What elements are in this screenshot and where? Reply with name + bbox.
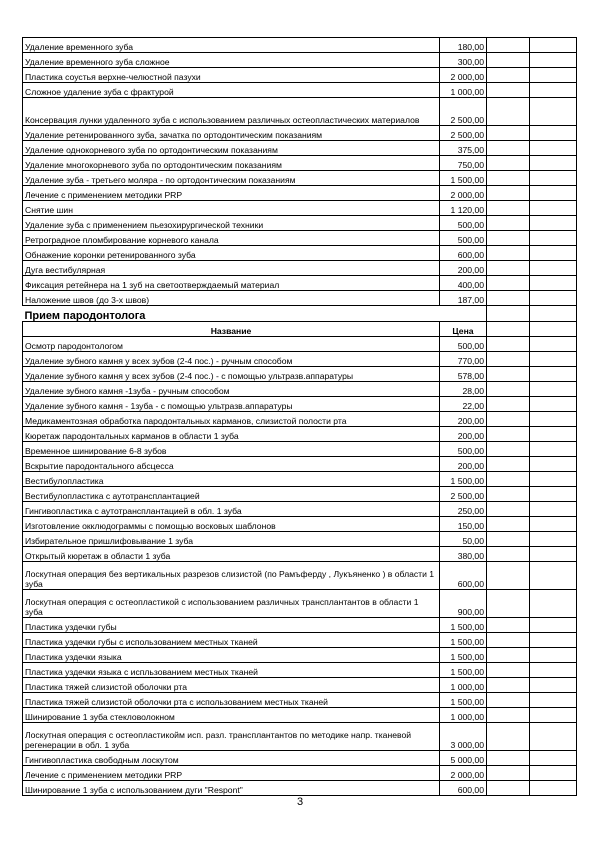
column-header-name: Название [23, 322, 440, 337]
service-price: 900,00 [440, 590, 487, 618]
empty-cell [487, 126, 530, 141]
service-name: Фиксация ретейнера на 1 зуб на светоотверждаемый материал [23, 276, 440, 291]
service-name: Вскрытие пародонтального абсцесса [23, 457, 440, 472]
empty-cell [530, 781, 577, 796]
empty-cell [530, 590, 577, 618]
table-row [23, 648, 577, 663]
empty-cell [487, 186, 530, 201]
service-price: 200,00 [440, 261, 487, 276]
table-row [23, 412, 577, 427]
table-row [23, 472, 577, 487]
empty-cell [487, 352, 530, 367]
table-row [23, 678, 577, 693]
empty-cell [487, 633, 530, 648]
empty-cell [487, 68, 530, 83]
service-price: 1 500,00 [440, 472, 487, 487]
table-row [23, 708, 577, 723]
empty-cell [487, 562, 530, 590]
table-row [23, 766, 577, 781]
table-row [23, 618, 577, 633]
service-name: Вестибулопластика [23, 472, 440, 487]
empty-cell [530, 352, 577, 367]
service-price: 187,00 [440, 291, 487, 306]
service-price: 2 500,00 [440, 98, 487, 126]
empty-cell [530, 171, 577, 186]
table-row [23, 246, 577, 261]
service-name: Шинирование 1 зуба стекловолокном [23, 708, 440, 723]
table-row [23, 141, 577, 156]
empty-cell [487, 472, 530, 487]
empty-cell [487, 517, 530, 532]
service-name: Осмотр пародонтологом [23, 337, 440, 352]
empty-cell [530, 633, 577, 648]
service-price: 2 500,00 [440, 487, 487, 502]
empty-cell [530, 156, 577, 171]
service-price: 2 500,00 [440, 126, 487, 141]
empty-cell [487, 201, 530, 216]
service-price: 180,00 [440, 38, 487, 53]
price-table [22, 37, 577, 796]
empty-cell [530, 562, 577, 590]
empty-cell [530, 53, 577, 68]
table-row [23, 487, 577, 502]
service-price: 150,00 [440, 517, 487, 532]
table-row [23, 83, 577, 98]
table-row [23, 457, 577, 472]
empty-cell [487, 141, 530, 156]
service-name: Гингивопластика с аутотрансплантацией в обл. 1 зуба [23, 502, 440, 517]
empty-cell [487, 38, 530, 53]
empty-cell [487, 412, 530, 427]
service-price: 380,00 [440, 547, 487, 562]
service-price: 2 000,00 [440, 68, 487, 83]
service-price: 3 000,00 [440, 723, 487, 751]
empty-cell [530, 141, 577, 156]
service-price: 1 120,00 [440, 201, 487, 216]
service-price: 1 500,00 [440, 633, 487, 648]
service-price: 770,00 [440, 352, 487, 367]
empty-cell [530, 397, 577, 412]
service-name: Наложение швов (до 3-х швов) [23, 291, 440, 306]
table-row [23, 186, 577, 201]
service-price: 600,00 [440, 781, 487, 796]
empty-cell [530, 83, 577, 98]
empty-cell [530, 517, 577, 532]
empty-cell [530, 648, 577, 663]
empty-cell [530, 532, 577, 547]
service-name: Удаление зубного камня -1зуба - ручным способом [23, 382, 440, 397]
service-name: Удаление зубного камня у всех зубов (2-4 пос.) - ручным способом [23, 352, 440, 367]
empty-cell [530, 723, 577, 751]
service-name: Пластика соустья верхне-челюстной пазухи [23, 68, 440, 83]
table-row [23, 663, 577, 678]
empty-cell [530, 231, 577, 246]
empty-cell [530, 502, 577, 517]
service-price: 2 000,00 [440, 766, 487, 781]
service-price: 750,00 [440, 156, 487, 171]
table-row [23, 126, 577, 141]
service-name: Избирательное пришлифовывание 1 зуба [23, 532, 440, 547]
empty-cell [487, 337, 530, 352]
table-row [23, 382, 577, 397]
empty-cell [487, 502, 530, 517]
empty-cell [487, 693, 530, 708]
empty-cell [487, 231, 530, 246]
service-price: 1 500,00 [440, 618, 487, 633]
empty-cell [487, 457, 530, 472]
service-name: Шинирование 1 зуба с использованием дуги "Respont" [23, 781, 440, 796]
empty-cell [487, 618, 530, 633]
service-name: Временное шинирование 6-8 зубов [23, 442, 440, 457]
page-number: 3 [296, 796, 304, 808]
service-price: 5 000,00 [440, 751, 487, 766]
table-row [23, 156, 577, 171]
empty-cell [530, 126, 577, 141]
empty-cell [487, 442, 530, 457]
surgery-rows [23, 38, 577, 306]
service-name: Удаление зубного камня - 1зуба - с помощью ультразв.аппаратуры [23, 397, 440, 412]
service-price: 500,00 [440, 442, 487, 457]
service-price: 50,00 [440, 532, 487, 547]
table-row [23, 352, 577, 367]
service-name: Удаление зубного камня у всех зубов (2-4 пос.) - с помощью ультразв.аппаратуры [23, 367, 440, 382]
empty-cell [487, 261, 530, 276]
service-price: 500,00 [440, 231, 487, 246]
empty-cell [530, 442, 577, 457]
service-name: Дуга вестибулярная [23, 261, 440, 276]
service-name: Удаление однокорневого зуба по ортодонтическим показаниям [23, 141, 440, 156]
service-name: Изготовление окклюдограммы с помощью восковых шаблонов [23, 517, 440, 532]
table-row [23, 517, 577, 532]
service-price: 200,00 [440, 427, 487, 442]
service-price: 22,00 [440, 397, 487, 412]
table-row [23, 261, 577, 276]
empty-cell [530, 693, 577, 708]
empty-cell [530, 427, 577, 442]
empty-cell [487, 397, 530, 412]
table-row [23, 427, 577, 442]
empty-cell [530, 678, 577, 693]
column-header-price: Цена [440, 322, 487, 337]
service-name: Удаление ретенированного зуба, зачатка по ортодонтическим показаниям [23, 126, 440, 141]
empty-cell [487, 751, 530, 766]
service-name: Пластика уздечки губы [23, 618, 440, 633]
empty-cell [487, 276, 530, 291]
service-name: Удаление многокорневого зуба по ортодонтическим показаниям [23, 156, 440, 171]
table-row [23, 502, 577, 517]
service-name: Сложное удаление зуба с фрактурой [23, 83, 440, 98]
empty-cell [487, 367, 530, 382]
empty-cell [487, 532, 530, 547]
empty-cell [487, 590, 530, 618]
empty-cell [487, 781, 530, 796]
empty-cell [487, 53, 530, 68]
service-price: 1 000,00 [440, 708, 487, 723]
service-price: 600,00 [440, 562, 487, 590]
periodontist-rows [23, 337, 577, 796]
service-price: 600,00 [440, 246, 487, 261]
empty-cell [530, 201, 577, 216]
service-name: Кюретаж пародонтальных карманов в области 1 зуба [23, 427, 440, 442]
empty-cell [530, 766, 577, 781]
table-row [23, 216, 577, 231]
service-price: 578,00 [440, 367, 487, 382]
service-name: Пластика тяжей слизистой оболочки рта с использованием местных тканей [23, 693, 440, 708]
empty-cell [487, 171, 530, 186]
empty-cell [487, 246, 530, 261]
table-row [23, 231, 577, 246]
service-name: Вестибулопластика с аутотрансплантацией [23, 487, 440, 502]
table-row [23, 397, 577, 412]
service-price: 1 500,00 [440, 663, 487, 678]
service-name: Гингивопластика свободным лоскутом [23, 751, 440, 766]
empty-cell [530, 261, 577, 276]
empty-cell [487, 83, 530, 98]
service-price: 1 500,00 [440, 648, 487, 663]
price-list-sheet [22, 37, 576, 796]
empty-cell [530, 246, 577, 261]
service-name: Лечение с применением методики PRP [23, 186, 440, 201]
service-price: 200,00 [440, 457, 487, 472]
service-name: Открытый кюретаж в области 1 зуба [23, 547, 440, 562]
section-title: Прием пародонтолога [24, 310, 146, 322]
table-row [23, 171, 577, 186]
empty-cell [487, 382, 530, 397]
empty-cell [487, 98, 530, 126]
service-price: 375,00 [440, 141, 487, 156]
empty-cell [530, 472, 577, 487]
empty-cell [487, 648, 530, 663]
service-price: 250,00 [440, 502, 487, 517]
table-row [23, 547, 577, 562]
service-price: 1 500,00 [440, 171, 487, 186]
service-price: 1 000,00 [440, 678, 487, 693]
service-name: Снятие шин [23, 201, 440, 216]
empty-cell [530, 68, 577, 83]
empty-cell [530, 367, 577, 382]
service-name: Лечение с применением методики PRP [23, 766, 440, 781]
service-name: Лоскутная операция с остеопластикойм исп. разл. трансплантантов по методике напр. тканевой регенерации в обл. 1 зуба [23, 723, 440, 751]
table-row [23, 68, 577, 83]
empty-cell [530, 618, 577, 633]
empty-cell [530, 382, 577, 397]
empty-cell [530, 487, 577, 502]
service-price: 300,00 [440, 53, 487, 68]
service-name: Удаление временного зуба сложное [23, 53, 440, 68]
empty-cell [530, 186, 577, 201]
empty-cell [530, 291, 577, 306]
section-header [23, 306, 577, 337]
service-name: Ретроградное пломбирование корневого канала [23, 231, 440, 246]
table-row [23, 276, 577, 291]
table-row [23, 53, 577, 68]
table-row [23, 98, 577, 126]
service-name: Медикаментозная обработка пародонтальных карманов, слизистой полости рта [23, 412, 440, 427]
empty-cell [487, 766, 530, 781]
empty-cell [530, 412, 577, 427]
service-name: Удаление зуба - третьего моляра - по ортодонтическим показаниям [23, 171, 440, 186]
service-price: 1 500,00 [440, 693, 487, 708]
table-row [23, 562, 577, 590]
service-name: Обнажение коронки ретенированного зуба [23, 246, 440, 261]
service-name: Пластика уздечки языка [23, 648, 440, 663]
table-row [23, 590, 577, 618]
empty-cell [487, 427, 530, 442]
empty-cell [530, 751, 577, 766]
table-row [23, 442, 577, 457]
empty-cell [530, 276, 577, 291]
service-price: 28,00 [440, 382, 487, 397]
table-row [23, 38, 577, 53]
service-name: Удаление временного зуба [23, 38, 440, 53]
empty-cell [487, 708, 530, 723]
service-name: Лоскутная операция без вертикальных разрезов слизистой (по Рамъферду , Лукъяненко ) в области 1 зуба [23, 562, 440, 590]
table-row [23, 693, 577, 708]
empty-cell [487, 678, 530, 693]
empty-cell [487, 216, 530, 231]
table-row [23, 751, 577, 766]
table-row [23, 633, 577, 648]
empty-cell [487, 487, 530, 502]
table-row [23, 337, 577, 352]
service-price: 2 000,00 [440, 186, 487, 201]
empty-cell [487, 663, 530, 678]
empty-cell [487, 156, 530, 171]
empty-cell [487, 547, 530, 562]
table-row [23, 532, 577, 547]
service-name: Удаление зуба с применением пьезохирургической техники [23, 216, 440, 231]
table-row [23, 291, 577, 306]
service-name: Пластика уздечки губы с использованием местных тканей [23, 633, 440, 648]
empty-cell [530, 337, 577, 352]
service-price: 1 000,00 [440, 83, 487, 98]
empty-cell [530, 663, 577, 678]
empty-cell [530, 216, 577, 231]
service-price: 500,00 [440, 216, 487, 231]
empty-cell [530, 98, 577, 126]
service-price: 400,00 [440, 276, 487, 291]
table-row [23, 781, 577, 796]
empty-cell [530, 38, 577, 53]
empty-cell [530, 457, 577, 472]
empty-cell [530, 708, 577, 723]
table-row [23, 201, 577, 216]
service-name: Лоскутная операция с остеопластикой с использованием различных трансплантантов в области 1 зуба [23, 590, 440, 618]
service-name: Пластика тяжей слизистой оболочки рта [23, 678, 440, 693]
service-price: 500,00 [440, 337, 487, 352]
table-row [23, 367, 577, 382]
empty-cell [487, 723, 530, 751]
service-name: Пластика уздечки языка с испльзованием местных тканей [23, 663, 440, 678]
table-row [23, 723, 577, 751]
empty-cell [487, 291, 530, 306]
service-name: Консервация лунки удаленного зуба с использованием различных остеопластических материалов [23, 98, 440, 126]
service-price: 200,00 [440, 412, 487, 427]
empty-cell [530, 547, 577, 562]
